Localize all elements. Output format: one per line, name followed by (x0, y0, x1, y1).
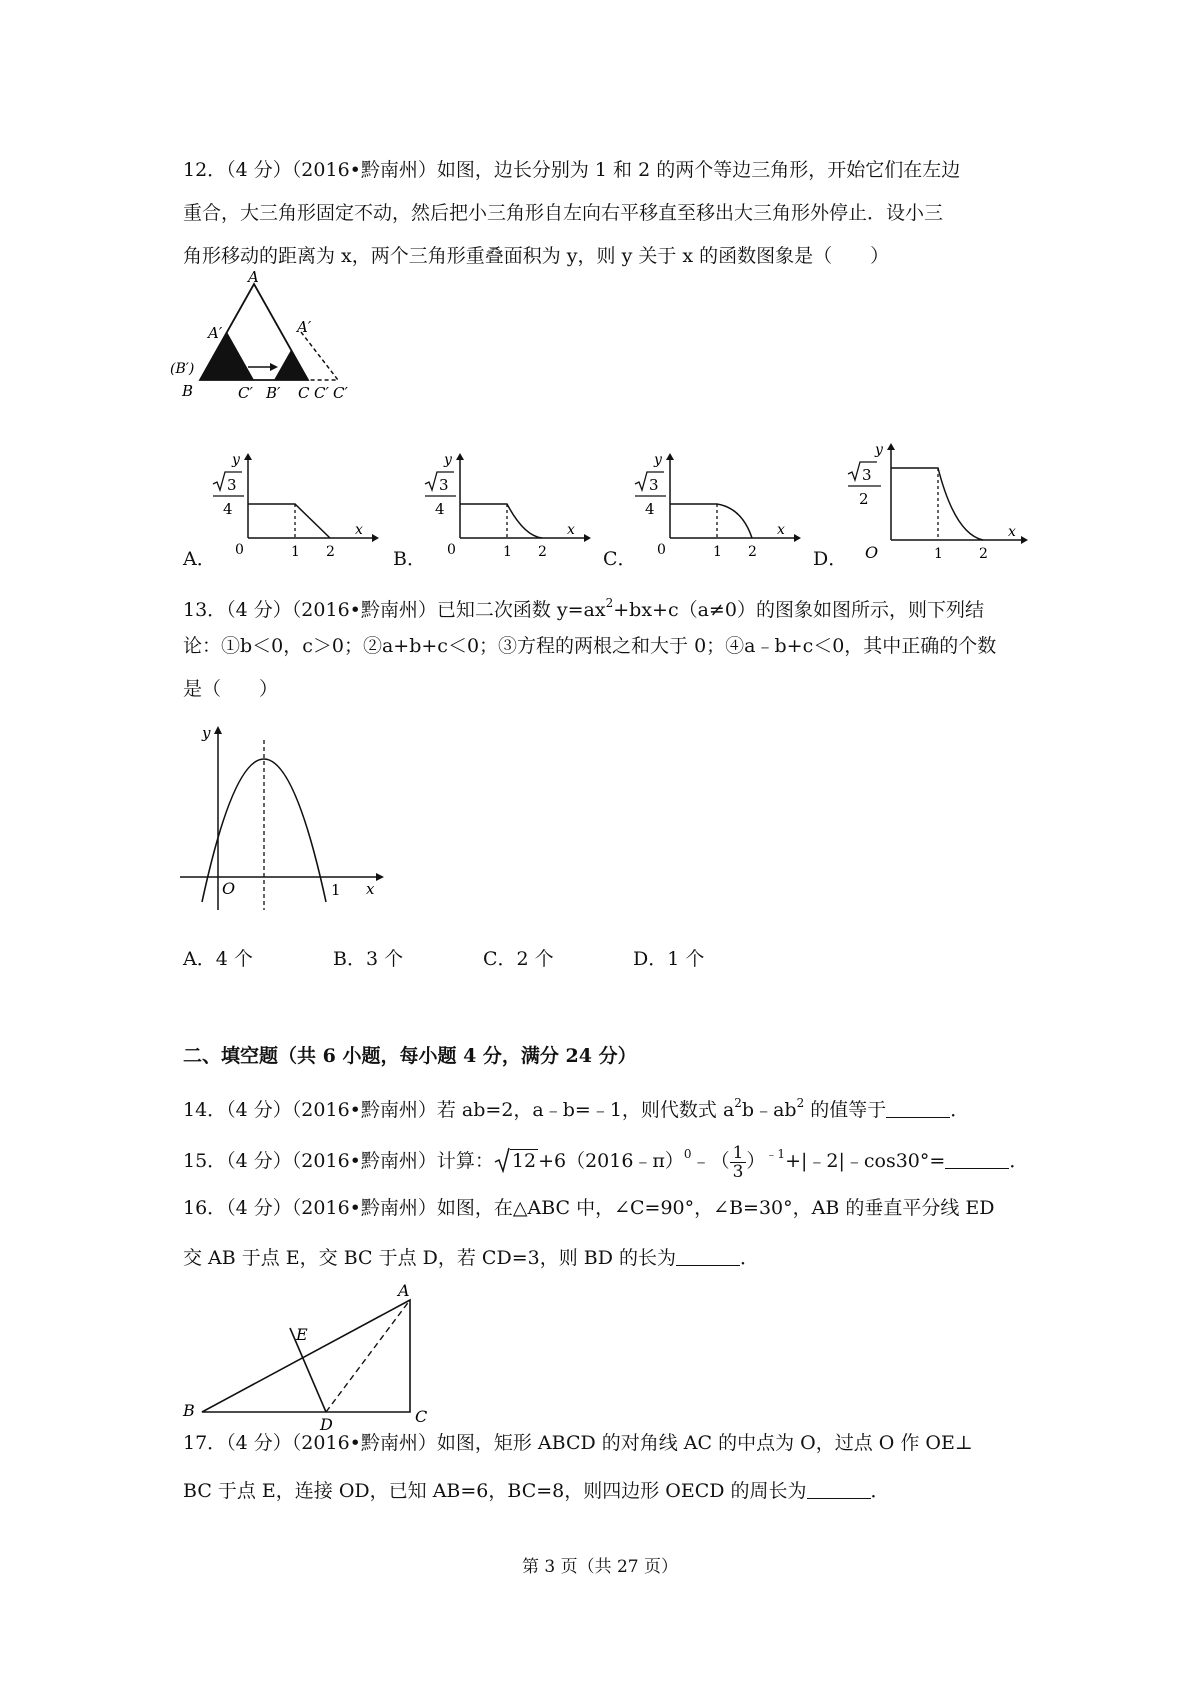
section-2-heading: 二、填空题（共 6 小题，每小题 4 分，满分 24 分） (183, 1045, 637, 1067)
label-C-prime-2: C′ (314, 384, 329, 402)
q13-option-d: D．1 个 (633, 948, 705, 970)
svg-text:0: 0 (447, 542, 456, 558)
q12-option-c-label: C． (603, 548, 637, 570)
q13-option-c: C．2 个 (483, 948, 554, 970)
svg-text:D: D (320, 1415, 333, 1430)
q13-parabola-figure (178, 720, 388, 920)
q12-triangle-figure (170, 270, 400, 430)
svg-text:B: B (183, 1401, 195, 1420)
svg-text:3: 3 (649, 476, 659, 494)
q12-line-1: 12．（4 分）（2016•黔南州）如图，边长分别为 1 和 2 的两个等边三角形，开始它们在左边 (183, 159, 961, 181)
q13-line-2: 论：①b＜0，c＞0；②a+b+c＜0；③方程的两根之和大于 0；④a﹣b+c＜0，其中正确的个数 (183, 635, 997, 657)
label-C: C (298, 384, 310, 402)
q12-line-2: 重合，大三角形固定不动，然后把小三角形自左向右平移直至移出大三角形外停止．设小三 (183, 202, 944, 224)
svg-text:3: 3 (439, 476, 449, 494)
svg-text:2: 2 (538, 544, 547, 560)
label-C-prime-3: C′ (333, 384, 348, 402)
answer-blank (807, 1480, 871, 1499)
svg-text:x: x (1008, 524, 1016, 540)
svg-text:C: C (415, 1407, 428, 1426)
q12-option-a-label: A． (183, 548, 216, 570)
svg-text:y: y (232, 452, 240, 468)
q17-line-2: BC 于点 E，连接 OD，已知 AB=6，BC=8，则四边形 OECD 的周长为 ． (183, 1480, 890, 1502)
svg-text:x: x (355, 522, 363, 538)
q12-graph-c (632, 452, 802, 562)
svg-text:3: 3 (227, 476, 237, 494)
q16-line-1: 16．（4 分）（2016•黔南州）如图，在△ABC 中，∠C=90°，∠B=30°，AB 的垂直平分线 ED (183, 1197, 995, 1219)
page-footer: 第 3 页（共 27 页） (521, 1557, 679, 1577)
q14-line: 14．（4 分）（2016•黔南州）若 ab=2，a﹣b=﹣1，则代数式 $a^2b﹣ab^2$ 的值等于 ． (183, 1096, 970, 1121)
svg-text:A: A (398, 1281, 410, 1300)
svg-text:2: 2 (859, 490, 869, 508)
svg-text:1: 1 (331, 881, 341, 899)
svg-text:O: O (865, 543, 879, 562)
svg-text:2: 2 (748, 544, 757, 560)
answer-blank (886, 1099, 950, 1118)
fraction-1-3: $\frac{1}{3}$ (730, 1144, 747, 1181)
svg-text:x: x (567, 522, 575, 538)
svg-text:3: 3 (862, 466, 872, 484)
q13-option-b: B．3 个 (333, 948, 404, 970)
q16-triangle-figure (180, 1280, 430, 1430)
svg-text:y: y (202, 724, 211, 742)
q12-option-b-label: B． (393, 548, 426, 570)
svg-text:O: O (222, 879, 236, 898)
label-A-prime-2: A′ (297, 318, 312, 336)
q12-graph-a (210, 452, 380, 562)
answer-blank (676, 1247, 740, 1266)
svg-text:2: 2 (979, 546, 988, 562)
label-B: B (182, 382, 194, 400)
label-B-prime-paren: (B′) (170, 361, 195, 377)
svg-text:4: 4 (223, 500, 233, 518)
q13-option-a: A．4 个 (183, 948, 253, 970)
svg-text:1: 1 (503, 544, 512, 560)
svg-text:0: 0 (657, 542, 666, 558)
q12-line-3: 角形移动的距离为 x，两个三角形重叠面积为 y，则 y 关于 x 的函数图象是（ ） (183, 245, 890, 267)
label-B-prime: B′ (266, 384, 281, 402)
svg-text:E: E (296, 1325, 308, 1344)
answer-blank (945, 1150, 1009, 1169)
label-C-prime-1: C′ (238, 384, 253, 402)
q13-line-3: 是（ ） (183, 678, 279, 700)
svg-text:x: x (366, 880, 375, 898)
svg-text:4: 4 (645, 500, 655, 518)
svg-text:y: y (875, 442, 883, 458)
label-A-prime-1: A′ (208, 324, 223, 342)
q13-line-1: 13．（4 分）（2016•黔南州）已知二次函数 $y=ax^2+bx+c(a\ne 0)$的图象如图所示，则下列结 (183, 596, 984, 621)
sqrt-12: 12 (494, 1147, 538, 1174)
svg-text:1: 1 (934, 546, 943, 562)
svg-text:y: y (654, 452, 662, 468)
q12-option-d-label: D． (813, 548, 848, 570)
svg-text:2: 2 (326, 544, 335, 560)
svg-text:y: y (444, 452, 452, 468)
q12-graph-d (843, 440, 1033, 565)
q16-line-2: 交 AB 于点 E，交 BC 于点 D，若 CD=3，则 BD 的长为 ． (183, 1247, 759, 1269)
label-A: A (248, 270, 259, 286)
svg-text:x: x (777, 522, 785, 538)
svg-text:0: 0 (235, 542, 244, 558)
svg-text:1: 1 (291, 544, 300, 560)
q15-line: 15．（4 分）（2016•黔南州）计算： 12 +6（2016﹣π）$^0$﹣（ $\frac{1}{3}$ ）$^{﹣1}$+|﹣2|﹣cos30°= ． (183, 1142, 1029, 1182)
q17-line-1: 17．（4 分）（2016•黔南州）如图，矩形 ABCD 的对角线 AC 的中点为 O，过点 O 作 OE⊥ (183, 1432, 973, 1454)
svg-text:1: 1 (713, 544, 722, 560)
q12-graph-b (422, 452, 592, 562)
svg-text:4: 4 (435, 500, 445, 518)
